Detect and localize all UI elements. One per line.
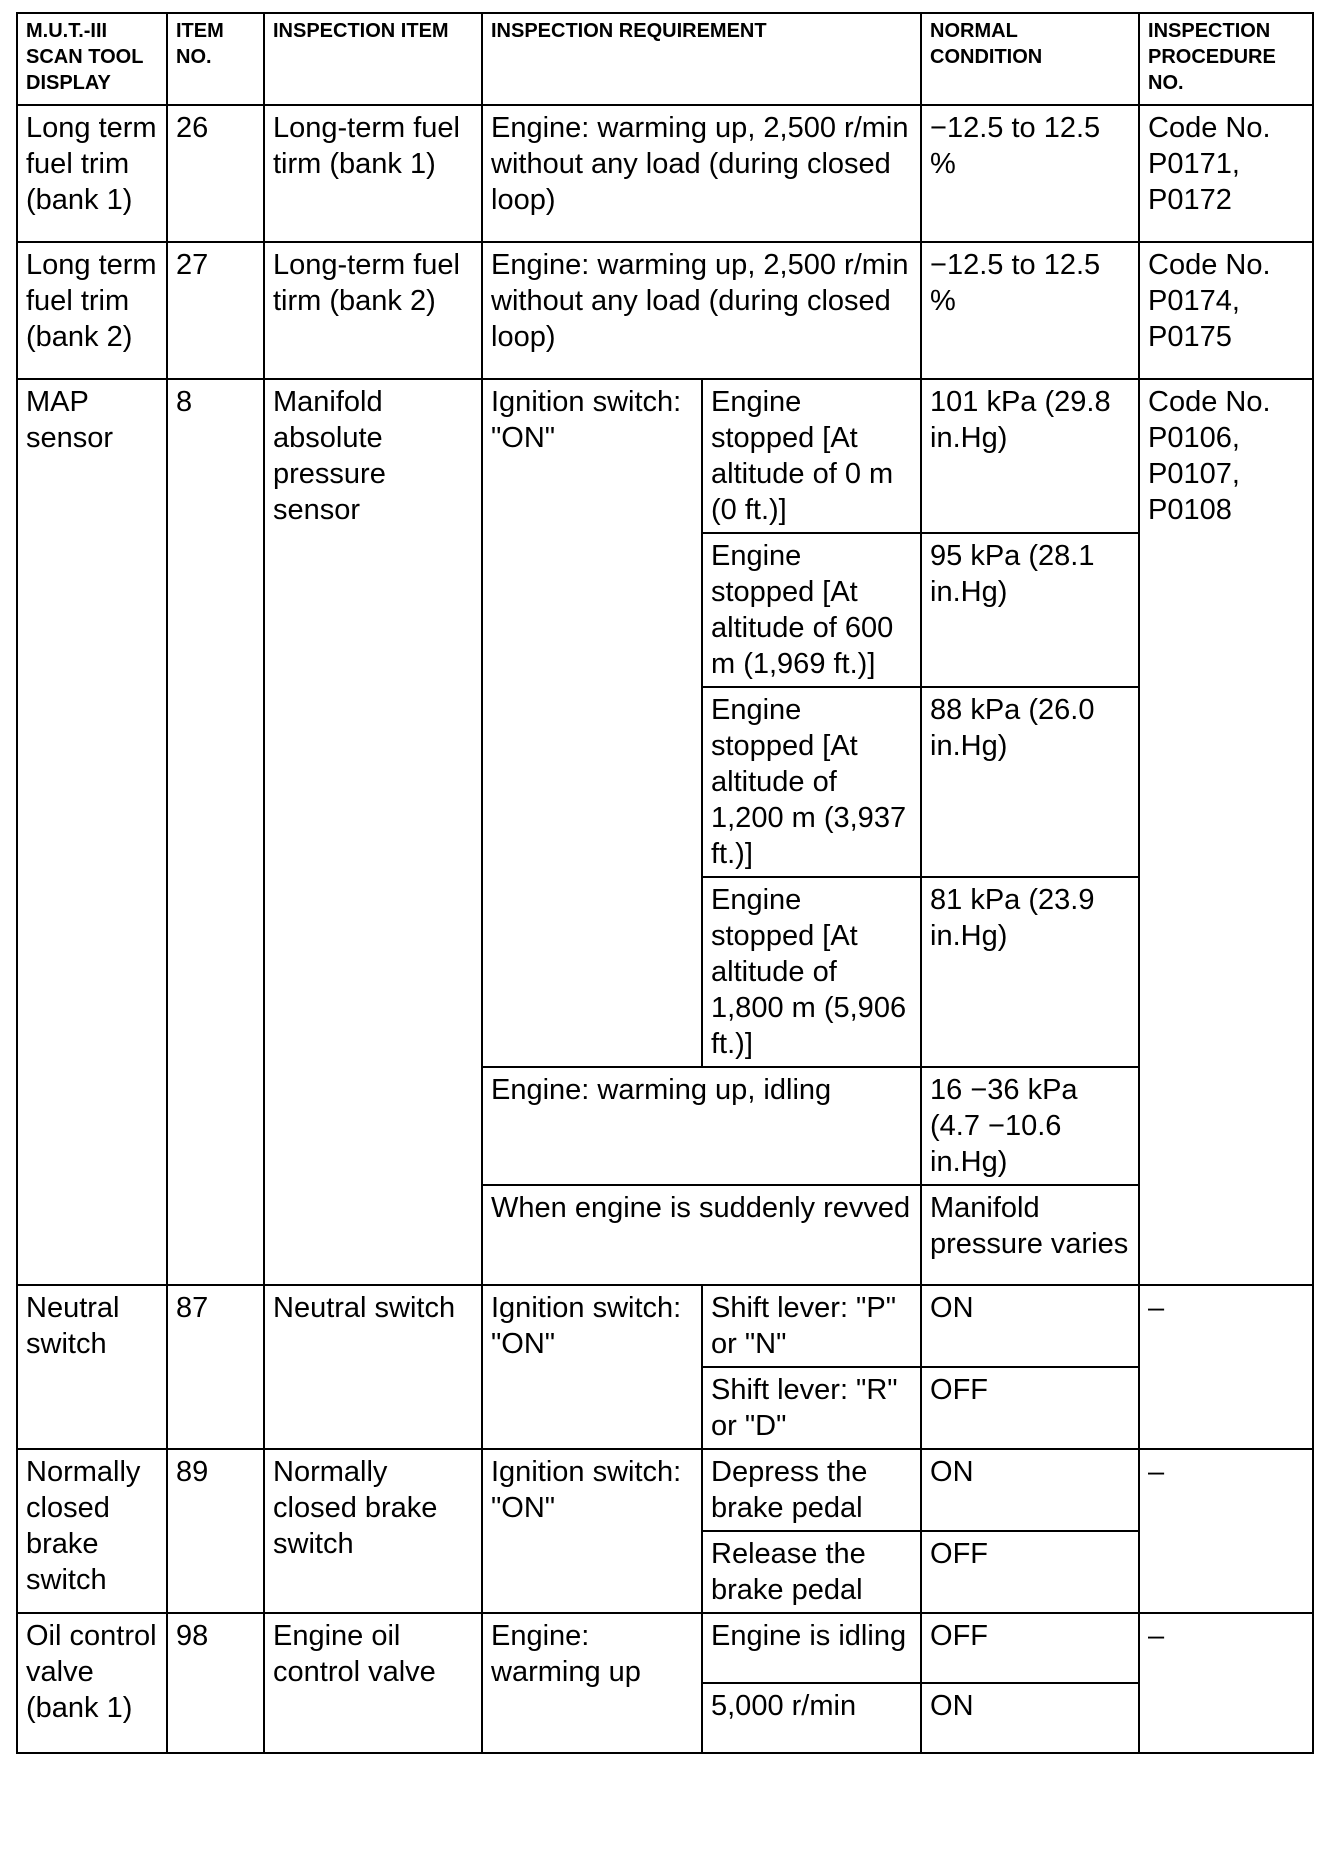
sub-requirement-cell: Engine stopped [At altitude of 1,800 m (5,906 ft.)]	[702, 877, 921, 1067]
procedure-cell: –	[1139, 1449, 1313, 1613]
display-cell: Oil control valve (bank 1)	[17, 1613, 167, 1753]
display-cell: Long term fuel trim (bank 2)	[17, 242, 167, 379]
header-display: M.U.T.-III SCAN TOOL DISPLAY	[17, 13, 167, 105]
normal-cell: 81 kPa (23.9 in.Hg)	[921, 877, 1139, 1067]
normal-cell: 16 −36 kPa (4.7 −10.6 in.Hg)	[921, 1067, 1139, 1185]
header-item: INSPECTION ITEM	[264, 13, 482, 105]
condition-cell: Engine: warming up	[482, 1613, 702, 1753]
requirement-cell: Engine: warming up, 2,500 r/min without any load (during closed loop)	[482, 105, 921, 242]
procedure-cell: Code No. P0171, P0172	[1139, 105, 1313, 242]
item-no-cell: 27	[167, 242, 264, 379]
inspection-table	[16, 12, 1314, 1754]
item-no-cell: 98	[167, 1613, 264, 1753]
table-row	[17, 1449, 1313, 1531]
header-normal: NORMAL CONDITION	[921, 13, 1139, 105]
item-cell: Manifold absolute pressure sensor	[264, 379, 482, 1285]
procedure-cell: –	[1139, 1285, 1313, 1449]
normal-cell: −12.5 to 12.5 %	[921, 105, 1139, 242]
sub-requirement-cell: Shift lever: "R" or "D"	[702, 1367, 921, 1449]
header-requirement: INSPECTION REQUIREMENT	[482, 13, 921, 105]
display-cell: Neutral switch	[17, 1285, 167, 1449]
procedure-cell: Code No. P0174, P0175	[1139, 242, 1313, 379]
item-no-cell: 87	[167, 1285, 264, 1449]
condition-cell: Ignition switch: "ON"	[482, 1449, 702, 1613]
sub-requirement-cell: 5,000 r/min	[702, 1683, 921, 1753]
normal-cell: 95 kPa (28.1 in.Hg)	[921, 533, 1139, 687]
requirement-cell: Engine: warming up, idling	[482, 1067, 921, 1185]
normal-cell: −12.5 to 12.5 %	[921, 242, 1139, 379]
condition-cell: Ignition switch: "ON"	[482, 1285, 702, 1449]
normal-cell: ON	[921, 1449, 1139, 1531]
display-cell: Long term fuel trim (bank 1)	[17, 105, 167, 242]
procedure-cell: –	[1139, 1613, 1313, 1753]
table-row	[17, 1285, 1313, 1367]
normal-cell: 88 kPa (26.0 in.Hg)	[921, 687, 1139, 877]
header-item-no: ITEM NO.	[167, 13, 264, 105]
normal-cell: ON	[921, 1683, 1139, 1753]
sub-requirement-cell: Engine stopped [At altitude of 600 m (1,969 ft.)]	[702, 533, 921, 687]
requirement-cell: When engine is suddenly revved	[482, 1185, 921, 1285]
display-cell: MAP sensor	[17, 379, 167, 1285]
table-row	[17, 1613, 1313, 1683]
table-row	[17, 105, 1313, 242]
sub-requirement-cell: Engine stopped [At altitude of 0 m (0 ft.)]	[702, 379, 921, 533]
normal-cell: OFF	[921, 1613, 1139, 1683]
item-cell: Long-term fuel tirm (bank 1)	[264, 105, 482, 242]
item-cell: Engine oil control valve	[264, 1613, 482, 1753]
normal-cell: OFF	[921, 1531, 1139, 1613]
sub-requirement-cell: Engine stopped [At altitude of 1,200 m (3,937 ft.)]	[702, 687, 921, 877]
table-row	[17, 379, 1313, 533]
item-no-cell: 89	[167, 1449, 264, 1613]
sub-requirement-cell: Depress the brake pedal	[702, 1449, 921, 1531]
table-row	[17, 242, 1313, 379]
display-cell: Normally closed brake switch	[17, 1449, 167, 1613]
normal-cell: ON	[921, 1285, 1139, 1367]
condition-cell: Ignition switch: "ON"	[482, 379, 702, 1067]
normal-cell: OFF	[921, 1367, 1139, 1449]
item-no-cell: 26	[167, 105, 264, 242]
procedure-cell: Code No. P0106, P0107, P0108	[1139, 379, 1313, 1285]
item-no-cell: 8	[167, 379, 264, 1285]
sub-requirement-cell: Shift lever: "P" or "N"	[702, 1285, 921, 1367]
normal-cell: 101 kPa (29.8 in.Hg)	[921, 379, 1139, 533]
item-cell: Neutral switch	[264, 1285, 482, 1449]
item-cell: Normally closed brake switch	[264, 1449, 482, 1613]
normal-cell: Manifold pressure varies	[921, 1185, 1139, 1285]
requirement-cell: Engine: warming up, 2,500 r/min without any load (during closed loop)	[482, 242, 921, 379]
sub-requirement-cell: Engine is idling	[702, 1613, 921, 1683]
item-cell: Long-term fuel tirm (bank 2)	[264, 242, 482, 379]
sub-requirement-cell: Release the brake pedal	[702, 1531, 921, 1613]
header-row	[17, 13, 1313, 105]
header-procedure: INSPECTION PROCEDURE NO.	[1139, 13, 1313, 105]
